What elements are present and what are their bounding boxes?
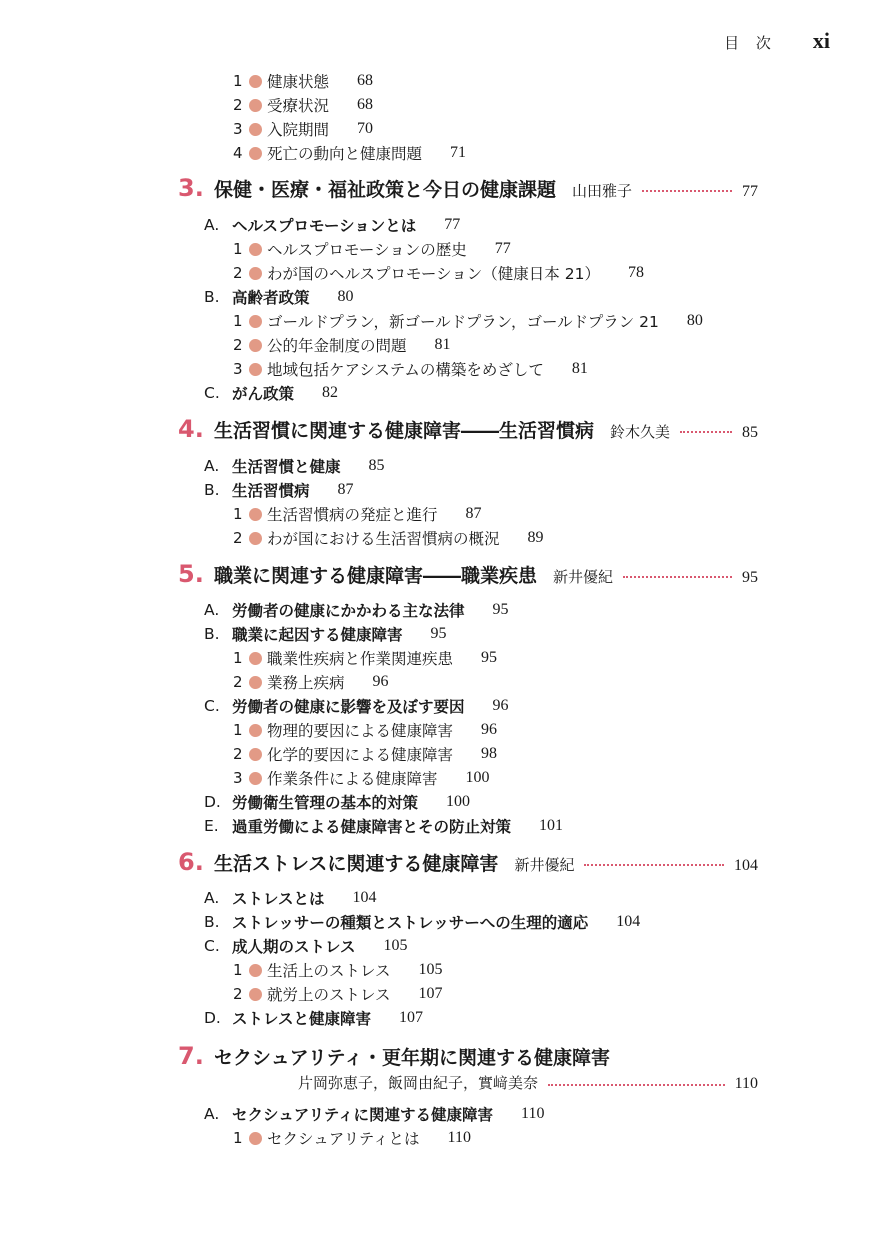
bullet-icon	[249, 315, 262, 328]
bullet-icon	[249, 988, 262, 1001]
subsection-letter: D.	[204, 793, 221, 811]
subsection-page: 110	[521, 1105, 545, 1122]
item-number: 1	[233, 961, 243, 979]
chapter-7-heading[interactable]	[178, 1042, 758, 1093]
subsection-page: 100	[446, 793, 471, 810]
subsection-page: 107	[399, 1009, 424, 1026]
item-page: 70	[357, 120, 374, 137]
subsection-title: 職業に起因する健康障害	[232, 626, 403, 644]
item-page: 68	[357, 96, 374, 113]
subsection-page: 77	[444, 216, 461, 233]
toc-subsection[interactable]	[204, 791, 470, 813]
subsection-letter: A.	[204, 457, 220, 475]
toc-subsection[interactable]	[204, 286, 354, 308]
toc-subsection[interactable]	[204, 382, 338, 404]
chapter-author: 鈴木久美	[610, 423, 671, 441]
toc-subsection[interactable]	[204, 815, 563, 837]
item-page: 71	[450, 144, 467, 161]
bullet-icon	[249, 724, 262, 737]
item-number: 2	[233, 264, 243, 282]
subsection-letter: A.	[204, 601, 220, 619]
subsection-title: 労働者の健康にかかわる主な法律	[232, 602, 465, 620]
item-title: 物理的要因による健康障害	[267, 722, 454, 740]
chapter-author: 新井優紀	[553, 568, 614, 586]
bullet-icon	[249, 1132, 262, 1145]
subsection-letter: A.	[204, 216, 220, 234]
item-number: 1	[233, 721, 243, 739]
item-number: 1	[233, 1129, 243, 1147]
subsection-letter: C.	[204, 937, 220, 955]
bullet-icon	[249, 267, 262, 280]
dot-leader	[642, 189, 732, 192]
subsection-letter: B.	[204, 481, 220, 499]
chapter-author: 新井優紀	[514, 856, 575, 874]
item-title: わが国のヘルスプロモーション（健康日本 21）	[267, 265, 600, 283]
item-number: 1	[233, 72, 243, 90]
chapter-number: 6.	[178, 848, 204, 876]
bullet-icon	[249, 676, 262, 689]
chapter-title: 職業に関連する健康障害――職業疾患	[214, 565, 538, 587]
item-page: 81	[434, 336, 451, 353]
item-page: 68	[357, 72, 374, 89]
bullet-icon	[249, 748, 262, 761]
chapter-page: 104	[734, 857, 758, 874]
bullet-icon	[249, 99, 262, 112]
item-page: 81	[571, 360, 588, 377]
subsection-title: 労働者の健康に影響を及ぼす要因	[232, 698, 465, 716]
subsection-page: 80	[337, 288, 354, 305]
toc-item[interactable]	[233, 1127, 471, 1149]
subsection-title: 高齢者政策	[232, 289, 310, 307]
subsection-title: セクシュアリティに関連する健康障害	[232, 1106, 494, 1124]
item-number: 1	[233, 505, 243, 523]
item-title: ゴールドプラン，新ゴールドプラン，ゴールドプラン 21	[267, 313, 659, 331]
header-page-number: xi	[812, 28, 830, 53]
chapter-title: 保健・医療・福祉政策と今日の健康課題	[214, 179, 557, 201]
chapter-page: 77	[742, 183, 758, 200]
item-title: 地域包括ケアシステムの構築をめざして	[267, 361, 544, 379]
toc-subsection[interactable]	[204, 695, 509, 717]
bullet-icon	[249, 772, 262, 785]
item-page: 100	[465, 769, 490, 786]
subsection-title: 労働衛生管理の基本的対策	[232, 794, 419, 812]
chapter-number: 5.	[178, 560, 204, 588]
subsection-page: 95	[492, 601, 509, 618]
toc-item[interactable]	[233, 334, 451, 356]
toc-subsection[interactable]	[204, 623, 447, 645]
chapter-3-heading[interactable]	[178, 174, 758, 202]
item-title: わが国における生活習慣病の概況	[267, 530, 500, 548]
item-number: 2	[233, 673, 243, 691]
item-number: 2	[233, 529, 243, 547]
dot-leader	[680, 430, 732, 433]
subsection-title: ストレッサーの種類とストレッサーへの生理的適応	[232, 914, 589, 932]
item-title: 生活上のストレス	[267, 962, 391, 980]
item-page: 89	[527, 529, 544, 546]
item-number: 2	[233, 985, 243, 1003]
toc-item[interactable]	[233, 310, 703, 332]
item-number: 2	[233, 336, 243, 354]
item-title: ヘルスプロモーションの歴史	[267, 241, 467, 259]
item-number: 4	[233, 144, 243, 162]
item-page: 98	[481, 745, 498, 762]
item-number: 1	[233, 240, 243, 258]
toc-item[interactable]	[233, 743, 497, 765]
subsection-title: 生活習慣病	[232, 482, 310, 500]
subsection-page: 105	[383, 937, 408, 954]
item-title: 職業性疾病と作業関連疾患	[267, 650, 454, 668]
toc-item[interactable]	[233, 527, 544, 549]
item-number: 1	[233, 649, 243, 667]
subsection-letter: B.	[204, 913, 220, 931]
item-page: 107	[418, 985, 443, 1002]
running-header	[724, 28, 830, 54]
subsection-title: ストレスと健康障害	[232, 1010, 372, 1028]
subsection-page: 104	[616, 913, 641, 930]
item-title: 生活習慣病の発症と進行	[267, 506, 438, 524]
item-title: 入院期間	[267, 121, 330, 139]
item-title: 死亡の動向と健康問題	[267, 145, 423, 163]
subsection-title: 成人期のストレス	[232, 938, 356, 956]
chapter-number: 7.	[178, 1042, 204, 1070]
item-page: 95	[481, 649, 498, 666]
item-title: 公的年金制度の問題	[267, 337, 407, 355]
chapter-author: 片岡弥恵子，飯岡由紀子，實﨑美奈	[298, 1074, 539, 1092]
toc-item[interactable]	[233, 118, 373, 140]
item-title: セクシュアリティとは	[267, 1130, 420, 1148]
item-title: 健康状態	[267, 73, 330, 91]
subsection-page: 87	[337, 481, 354, 498]
toc-item[interactable]	[233, 983, 443, 1005]
subsection-page: 85	[368, 457, 385, 474]
item-page: 110	[447, 1129, 471, 1146]
toc-item[interactable]	[233, 70, 373, 92]
subsection-letter: D.	[204, 1009, 221, 1027]
dot-leader	[548, 1083, 725, 1086]
toc-subsection[interactable]	[204, 214, 460, 236]
bullet-icon	[249, 147, 262, 160]
subsection-letter: A.	[204, 889, 220, 907]
toc-subsection[interactable]	[204, 599, 509, 621]
item-page: 78	[627, 264, 644, 281]
toc-item[interactable]	[233, 358, 588, 380]
item-number: 3	[233, 769, 243, 787]
item-page: 96	[481, 721, 498, 738]
subsection-title: ストレスとは	[232, 890, 325, 908]
chapter-author: 山田雅子	[572, 182, 633, 200]
subsection-title: 過重労働による健康障害とその防止対策	[232, 818, 512, 836]
bullet-icon	[249, 652, 262, 665]
chapter-title: セクシュアリティ・更年期に関連する健康障害	[214, 1047, 610, 1069]
subsection-letter: B.	[204, 625, 220, 643]
item-title: 作業条件による健康障害	[267, 770, 438, 788]
item-page: 77	[494, 240, 511, 257]
toc-subsection[interactable]	[204, 455, 385, 477]
dot-leader	[584, 863, 724, 866]
subsection-letter: C.	[204, 697, 220, 715]
subsection-page: 82	[322, 384, 339, 401]
chapter-title: 生活ストレスに関連する健康障害	[214, 853, 499, 875]
item-number: 3	[233, 360, 243, 378]
chapter-4-heading[interactable]	[178, 415, 758, 443]
toc-subsection[interactable]	[204, 1007, 423, 1029]
bullet-icon	[249, 363, 262, 376]
chapter-title: 生活習慣に関連する健康障害――生活習慣病	[214, 420, 595, 442]
chapter-5-heading[interactable]	[178, 560, 758, 588]
item-title: 業務上疾病	[267, 674, 345, 692]
header-label: 目 次	[724, 34, 777, 52]
bullet-icon	[249, 964, 262, 977]
toc-item[interactable]	[233, 719, 497, 741]
toc-subsection[interactable]	[204, 887, 377, 909]
subsection-letter: A.	[204, 1105, 220, 1123]
chapter-number: 4.	[178, 415, 204, 443]
subsection-title: がん政策	[232, 385, 295, 403]
subsection-page: 101	[539, 817, 564, 834]
subsection-page: 95	[430, 625, 447, 642]
toc-subsection[interactable]	[204, 935, 408, 957]
subsection-page: 104	[352, 889, 377, 906]
item-number: 2	[233, 96, 243, 114]
subsection-letter: E.	[204, 817, 219, 835]
toc-subsection[interactable]	[204, 911, 640, 933]
item-number: 3	[233, 120, 243, 138]
subsection-title: ヘルスプロモーションとは	[232, 217, 417, 235]
item-title: 受療状況	[267, 97, 330, 115]
chapter-page: 85	[742, 424, 758, 441]
item-page: 105	[418, 961, 443, 978]
bullet-icon	[249, 75, 262, 88]
toc-subsection[interactable]	[204, 1103, 544, 1125]
toc-item[interactable]	[233, 647, 497, 669]
chapter-6-heading[interactable]	[178, 848, 758, 876]
subsection-letter: C.	[204, 384, 220, 402]
item-title: 化学的要因による健康障害	[267, 746, 454, 764]
dot-leader	[623, 575, 732, 578]
bullet-icon	[249, 123, 262, 136]
item-page: 80	[686, 312, 703, 329]
toc-subsection[interactable]	[204, 479, 354, 501]
toc-item[interactable]	[233, 142, 466, 164]
chapter-page: 110	[734, 1075, 758, 1092]
item-title: 就労上のストレス	[267, 986, 391, 1004]
chapter-number: 3.	[178, 174, 204, 202]
toc-item[interactable]	[233, 767, 490, 789]
subsection-title: 生活習慣と健康	[232, 458, 341, 476]
bullet-icon	[249, 532, 262, 545]
item-page: 87	[465, 505, 482, 522]
toc-item[interactable]	[233, 671, 389, 693]
toc-item[interactable]	[233, 94, 373, 116]
toc-item[interactable]	[233, 262, 644, 284]
bullet-icon	[249, 339, 262, 352]
bullet-icon	[249, 243, 262, 256]
bullet-icon	[249, 508, 262, 521]
subsection-page: 96	[492, 697, 509, 714]
toc-item[interactable]	[233, 959, 443, 981]
subsection-letter: B.	[204, 288, 220, 306]
toc-item[interactable]	[233, 238, 511, 260]
item-number: 1	[233, 312, 243, 330]
toc-item[interactable]	[233, 503, 482, 525]
item-number: 2	[233, 745, 243, 763]
item-page: 96	[372, 673, 389, 690]
chapter-page: 95	[742, 569, 758, 586]
